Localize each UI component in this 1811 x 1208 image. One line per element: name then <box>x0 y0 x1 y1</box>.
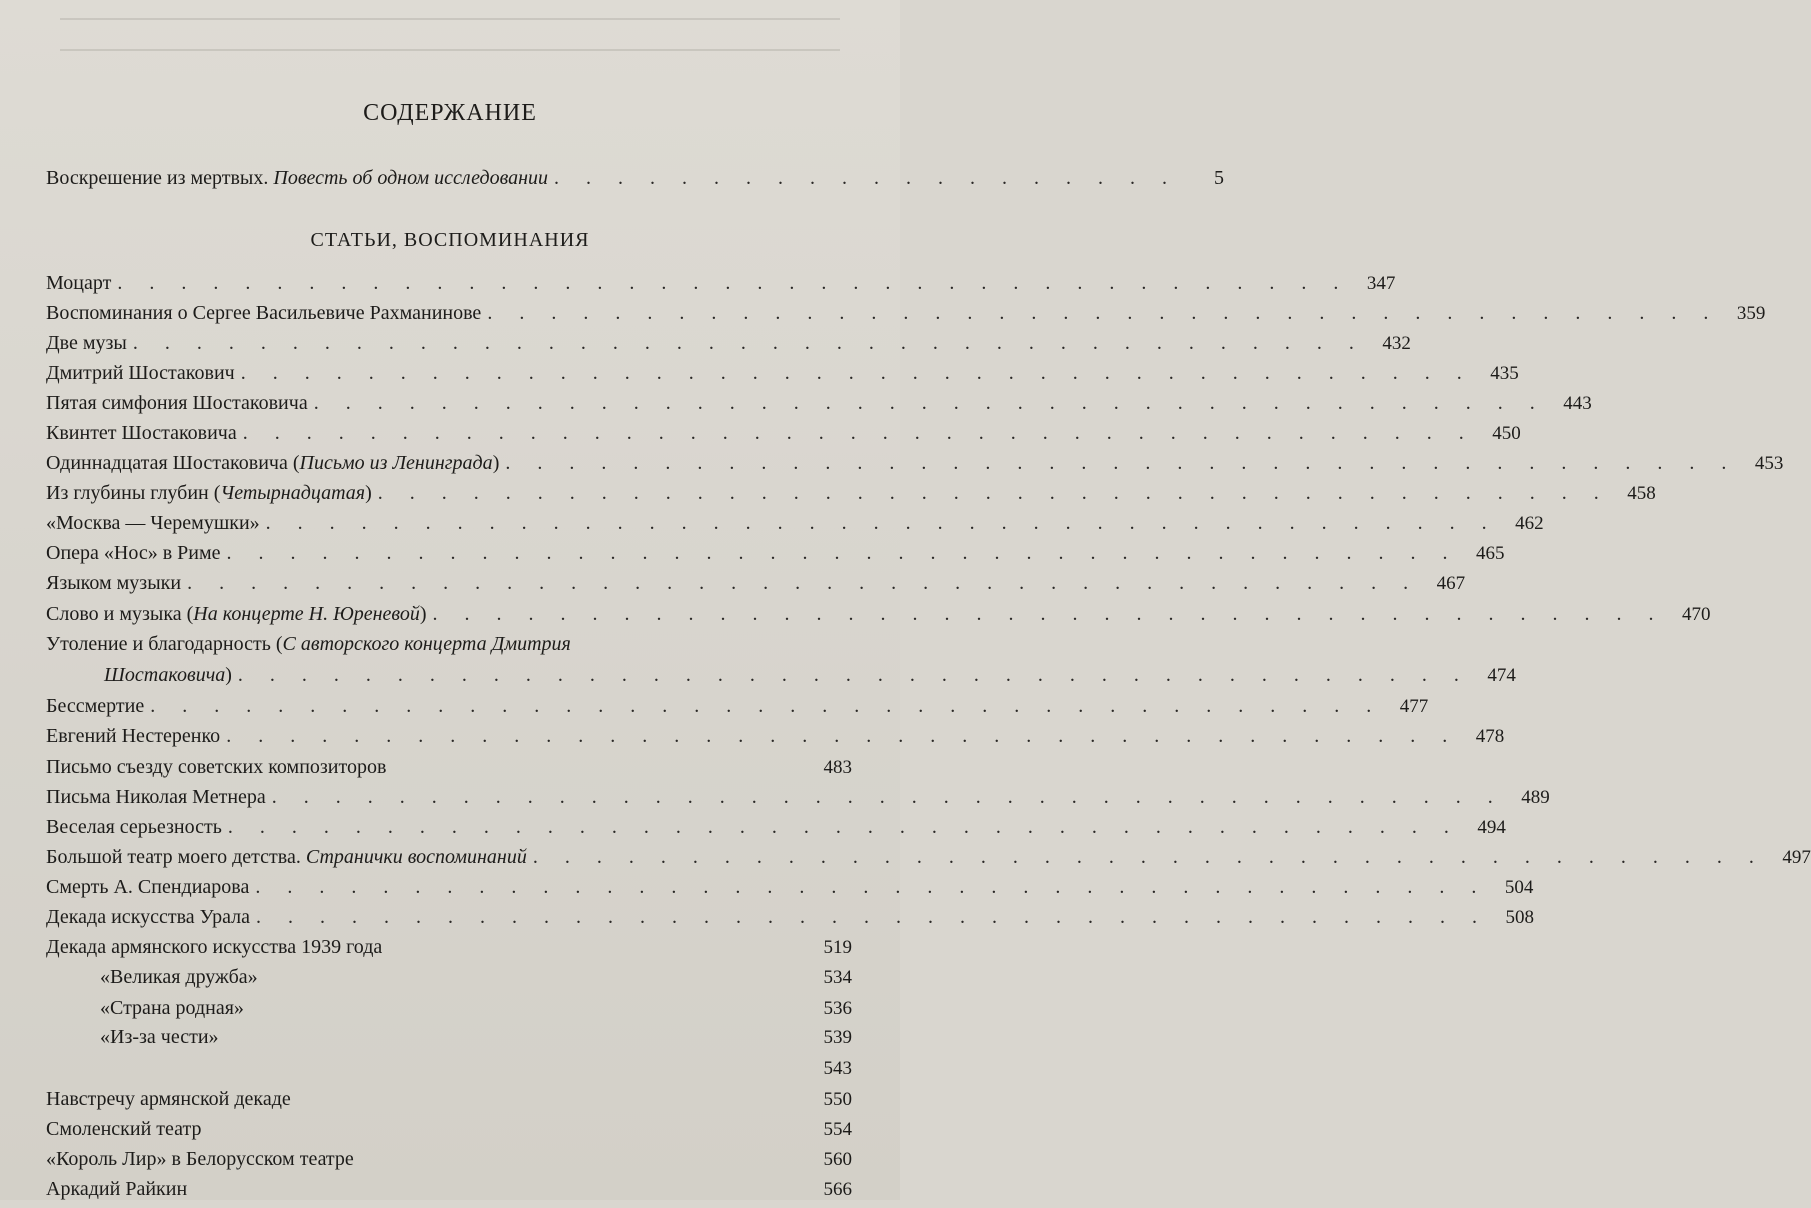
bleed-through-text <box>60 0 840 60</box>
dot-leader: . . . . . . . . . . . . . . . . . . . . . . . . . . . . . . . . . . . . . . . <box>532 846 1765 868</box>
dot-leader: . . . . . . . . . . . . . . . . . . . . . . . . . . . . . . . . . . . . . . . <box>487 302 1720 324</box>
toc-page-number: 539 <box>823 1027 852 1048</box>
toc-entry-title: Пятая симфония Шостаковича <box>46 392 308 414</box>
dot-leader: . . . . . . . . . . . . . . . . . . . . . . . . . . . . . . . . . . . . . . . <box>432 603 1665 625</box>
toc-entry <box>46 1148 852 1178</box>
toc-page-number: 359 <box>1736 303 1766 324</box>
toc-entry-title: Опера «Нос» в Риме <box>46 542 221 564</box>
toc-entry-title: Шостаковича) <box>104 664 232 686</box>
toc-entry-title: Письма Николая Метнера <box>46 786 266 808</box>
toc-page-number: 467 <box>1436 573 1466 594</box>
toc-page-number: 534 <box>823 967 852 988</box>
section-heading: СТАТЬИ, ВОСПОМИНАНИЯ <box>310 229 590 251</box>
contents-heading: СОДЕРЖАНИЕ <box>363 100 537 126</box>
toc-entry <box>100 1026 852 1056</box>
dot-leader: . . . . . . . . . . . . . . . . . . . . . . . . . . . . . . . . . . . . . . . <box>150 695 1383 717</box>
toc-entry <box>46 1088 852 1118</box>
toc-page-number: 5 <box>1214 167 1225 189</box>
toc-entry <box>46 512 1544 542</box>
toc-entry <box>46 906 1534 936</box>
toc-page-number: 458 <box>1627 483 1656 504</box>
dot-leader: . . . . . . . . . . . . . . . . . . . . . . . . . . . . . . . . . . . . . . . <box>187 572 1420 594</box>
toc-entry-title: «Москва — Черемушки» <box>46 512 260 534</box>
dot-leader: . . . . . . . . . . . . . . . . . . . . . . . . . . . . . . . . . . . . . . . <box>255 876 1488 898</box>
toc-entry-title: Квинтет Шостаковича <box>46 422 237 444</box>
toc-entry <box>46 603 1711 633</box>
dot-leader: . . . . . . . . . . . . . . . . . . . . . . . . . . . . . . . . . . . . . . . <box>226 542 1459 564</box>
toc-entry <box>46 695 1429 725</box>
toc-page-number: 508 <box>1505 907 1534 928</box>
toc-page-number: 462 <box>1515 513 1544 534</box>
toc-page-number: 453 <box>1754 453 1784 474</box>
toc-page-number: 494 <box>1477 817 1506 838</box>
toc-entry-title: Одиннадцатая Шостаковича (Письмо из Ленинграда) <box>46 452 500 474</box>
toc-entry-title: Дмитрий Шостакович <box>46 362 235 384</box>
toc-page-number: 443 <box>1563 393 1592 414</box>
toc-entry <box>46 362 1519 392</box>
toc-entry-title: Большой театр моего детства. Странички воспоминаний <box>46 846 527 868</box>
toc-page-number: 566 <box>823 1179 852 1200</box>
toc-entry <box>46 1058 852 1088</box>
toc-entry-title: Из глубины глубин (Четырнадцатая) <box>46 482 372 504</box>
toc-page-number: 489 <box>1521 787 1550 808</box>
toc-entry <box>46 876 1534 906</box>
toc-entry-title: Слово и музыка (На концерте Н. Юреневой) <box>46 603 427 625</box>
toc-entry <box>46 422 1521 452</box>
toc-page-number: 536 <box>823 998 852 1019</box>
toc-entry <box>46 846 1811 876</box>
toc-page-number: 560 <box>823 1149 852 1170</box>
toc-entry-first <box>46 167 1225 197</box>
toc-page-number: 504 <box>1504 877 1534 898</box>
toc-entry <box>46 392 1592 422</box>
dot-leader: . . . . . . . . . . . . . . . . . . . . . . . . . . . . . . . . . . . . . . . <box>226 725 1459 747</box>
dot-leader: . . . . . . . . . . . . . . . . . . . . . . . . . . . . . . . . . . . . . . . <box>117 272 1350 294</box>
dot-leader: . . . . . . . . . . . . . . . . . . . . . . . . . . . . . . . . . . . . . . . <box>255 906 1488 928</box>
toc-page-number: 477 <box>1399 696 1429 717</box>
toc-entry-title: Воспоминания о Сергее Васильевиче Рахманинове <box>46 302 482 324</box>
toc-entry-title: Две музы <box>46 332 127 354</box>
toc-page-number: 554 <box>823 1119 852 1140</box>
dot-leader: . . . . . . . . . . . . . . . . . . . . . . . . . . . . . . . . . . . . . . . <box>132 332 1365 354</box>
toc-entry <box>104 664 1516 694</box>
dot-leader: . . . . . . . . . . . . . . . . . . . . . . . . . . . . . . . . . . . . . . . <box>240 362 1473 384</box>
dot-leader: . . . . . . . . . . . . . . . . . . . . . . . . . . . . . . . . . . . . . . . <box>242 422 1475 444</box>
toc-page-number: 474 <box>1487 665 1516 686</box>
toc-entry-title: Языком музыки <box>46 572 182 594</box>
toc-entry-title: Воскрешение из мертвых. Повесть об одном исследовании <box>46 167 549 189</box>
dot-leader: . . . . . . . . . . . . . . . . . . . . . . . . . . . . . . . . . . . . . . . <box>377 482 1610 504</box>
toc-entry-title: «Из-за чести» <box>100 1026 219 1048</box>
toc-entry-title: Веселая серьезность <box>46 816 222 838</box>
toc-page-number: 435 <box>1490 363 1519 384</box>
toc-entry-title: Смоленский театр <box>46 1118 202 1140</box>
toc-page-number: 550 <box>823 1089 852 1110</box>
dot-leader: . . . . . . . . . . . . . . . . . . . . . . . . . . . . . . . . . . . . . . . <box>505 452 1738 474</box>
toc-page-number: 478 <box>1475 726 1505 747</box>
toc-entry-title: «Великая дружба» <box>100 966 258 988</box>
toc-page-number: 450 <box>1492 423 1521 444</box>
toc-entry <box>46 542 1505 572</box>
toc-page-number: 470 <box>1682 604 1711 625</box>
toc-entry-title: «Страна родная» <box>100 997 244 1019</box>
toc-entry <box>46 302 1766 332</box>
toc-entry-title: Декада искусства Урала <box>46 906 250 928</box>
toc-entry-title: Евгений Нестеренко <box>46 725 221 747</box>
toc-entry <box>46 786 1550 816</box>
toc-entry <box>46 572 1466 602</box>
toc-entry-title: Моцарт <box>46 272 112 294</box>
toc-entry-title: «Король Лир» в Белорусском театре <box>46 1148 354 1170</box>
toc-page-number: 483 <box>823 757 852 778</box>
toc-page-number: 432 <box>1382 333 1411 354</box>
toc-page-number: 543 <box>823 1058 852 1079</box>
toc-page-number: 519 <box>823 937 852 958</box>
toc-entry <box>46 725 1505 755</box>
toc-entry-title: Утоление и благодарность (С авторского концерта Дмитрия <box>46 633 571 655</box>
toc-entry-title: Письмо съезду советских композиторов <box>46 756 387 778</box>
toc-entry <box>46 816 1506 846</box>
toc-entry <box>46 936 852 966</box>
toc-entry-title: Смерть А. Спендиарова <box>46 876 250 898</box>
dot-leader: . . . . . . . . . . . . . . . . . . . . . . . . . . . . . . . . . . . . . . . <box>265 512 1498 534</box>
dot-leader: . . . . . . . . . . . . . . . . . . . . . . . . . . . . . . . . . . . . . . . <box>237 664 1470 686</box>
dot-leader: . . . . . . . . . . . . . . . . . . . . . . . . . . . . . . . . . . . . . . . <box>271 786 1504 808</box>
toc-entry <box>46 756 852 786</box>
toc-entry-title: Декада армянского искусства 1939 года <box>46 936 383 958</box>
toc-page-number: 465 <box>1476 543 1505 564</box>
dot-leader: . . . . . . . . . . . . . . . . . . . . <box>554 167 1179 189</box>
dot-leader: . . . . . . . . . . . . . . . . . . . . . . . . . . . . . . . . . . . . . . . <box>227 816 1460 838</box>
toc-entry <box>46 482 1656 512</box>
dot-leader: . . . . . . . . . . . . . . . . . . . . . . . . . . . . . . . . . . . . . . . <box>313 392 1546 414</box>
toc-entry <box>46 332 1411 362</box>
toc-entry <box>46 272 1396 302</box>
toc-entry-title: Навстречу армянской декаде <box>46 1088 291 1110</box>
toc-entry <box>100 966 852 996</box>
toc-page-number: 347 <box>1366 273 1396 294</box>
toc-entry <box>100 997 852 1027</box>
toc-entry <box>46 633 852 663</box>
toc-entry-title: Бессмертие <box>46 695 145 717</box>
toc-page-number: 497 <box>1782 847 1811 868</box>
toc-entry <box>46 1118 852 1148</box>
toc-entry-title: Аркадий Райкин <box>46 1178 188 1200</box>
toc-entry <box>46 1178 852 1208</box>
toc-entry <box>46 452 1784 482</box>
